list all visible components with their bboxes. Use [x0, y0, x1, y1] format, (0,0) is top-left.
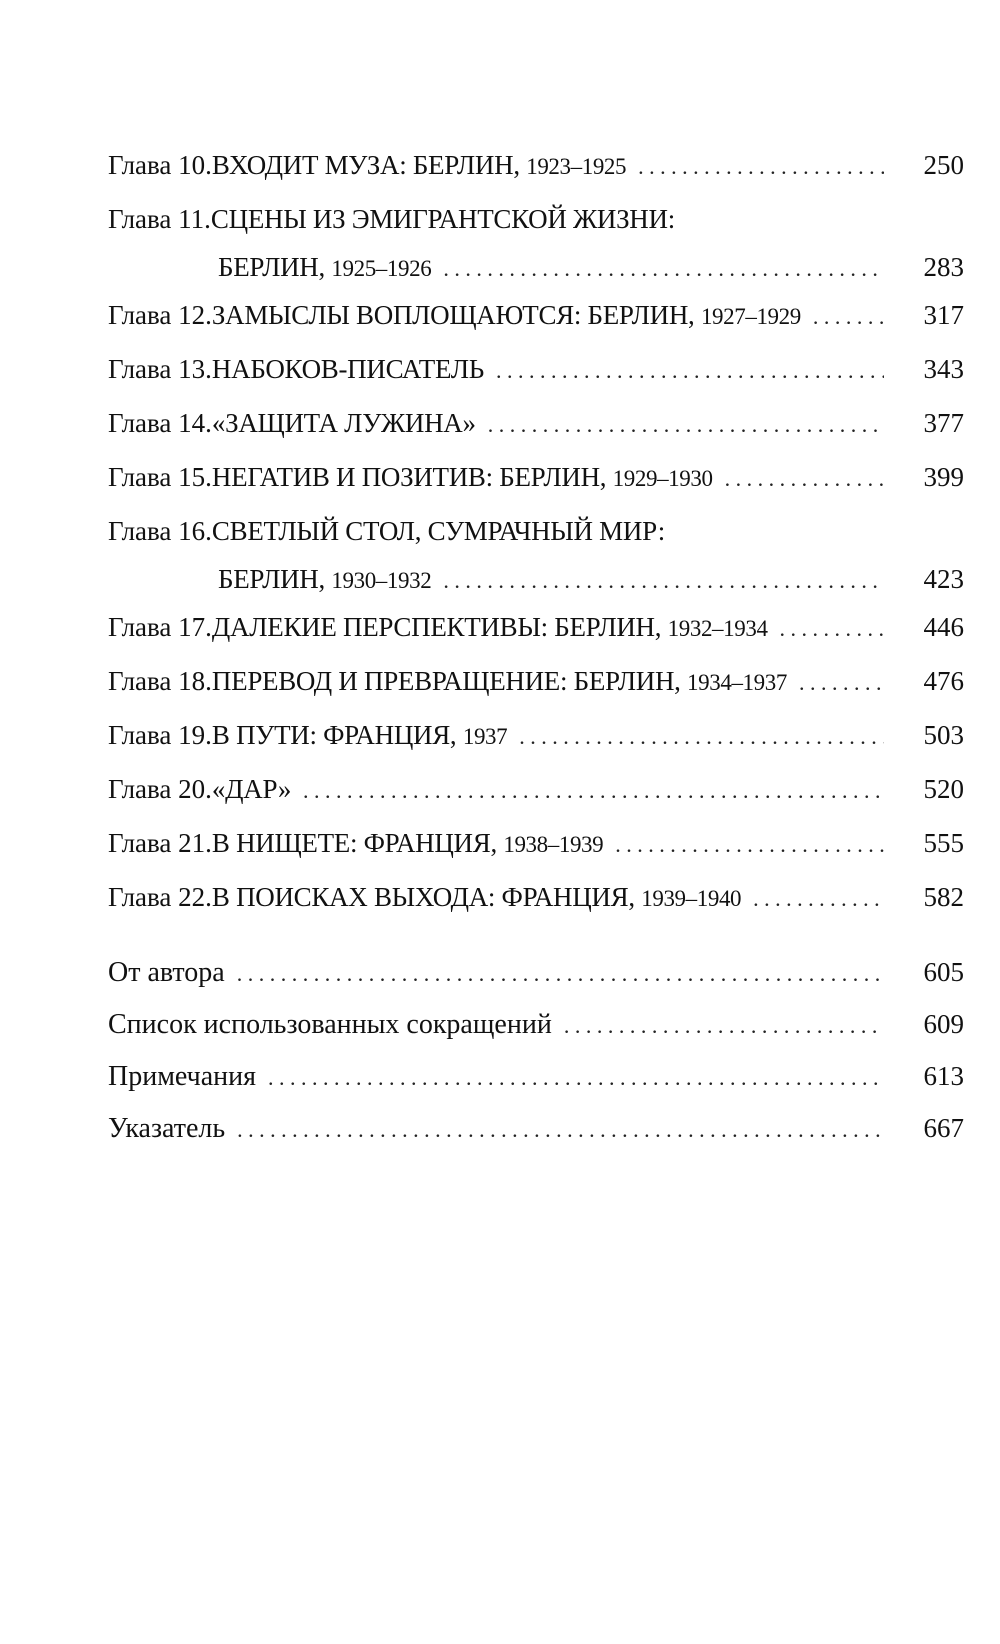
- dot-leader: [237, 1104, 884, 1158]
- back-matter: [108, 946, 964, 1154]
- toc-entry-index: [108, 1102, 964, 1154]
- table-of-contents: [108, 138, 964, 1154]
- toc-entry-abbreviations: [108, 998, 964, 1050]
- chapter-title: ДАЛЕКИЕ ПЕРСПЕКТИВЫ: БЕРЛИН, 1932–1934: [211, 612, 768, 642]
- toc-entry-chapter-11: [108, 192, 964, 288]
- chapter-title: СЦЕНЫ ИЗ ЭМИГРАНТСКОЙ ЖИЗНИ:: [210, 204, 675, 234]
- chapter-years: 1934–1937: [687, 670, 787, 695]
- entry-title: Указатель: [108, 1113, 226, 1144]
- page-number: 605: [923, 957, 964, 987]
- toc-entry-chapter-12: [108, 288, 964, 342]
- dot-leader: [638, 140, 884, 194]
- chapter-prefix: Глава 10.: [108, 150, 212, 180]
- dot-leader: [519, 710, 884, 764]
- toc-entry-chapter-10: [108, 138, 964, 192]
- page-number: 317: [923, 300, 964, 330]
- entry-title: Примечания: [108, 1061, 257, 1092]
- page-number: 283: [923, 252, 964, 282]
- chapter-years: 1927–1929: [700, 304, 801, 329]
- chapter-title: В ПУТИ: ФРАНЦИЯ, 1937: [211, 720, 508, 750]
- chapter-title: «ДАР»: [211, 774, 292, 804]
- dot-leader: [615, 818, 884, 872]
- page-number: 667: [923, 1113, 964, 1143]
- entry-title: Список использованных сокращений: [108, 1009, 552, 1040]
- page-number: 520: [923, 774, 964, 804]
- chapter-title: В ПОИСКАХ ВЫХОДА: ФРАНЦИЯ, 1939–1940: [211, 882, 742, 912]
- dot-leader: [813, 290, 884, 344]
- toc-entry-chapter-16: [108, 504, 964, 600]
- dot-leader: [303, 764, 884, 818]
- toc-entry-chapter-20: [108, 762, 964, 816]
- chapter-title: ЗАМЫСЛЫ ВОПЛОЩАЮТСЯ: БЕРЛИН, 1927–1929: [211, 300, 801, 330]
- chapter-years: 1932–1934: [667, 616, 768, 641]
- dot-leader: [725, 452, 884, 506]
- chapter-prefix: Глава 21.: [108, 828, 212, 858]
- dot-leader: [799, 656, 884, 710]
- toc-entry-author-note: [108, 946, 964, 998]
- chapter-prefix: Глава 13.: [108, 354, 212, 384]
- dot-leader: [780, 602, 884, 656]
- page-number: 446: [923, 612, 964, 642]
- chapter-prefix: Глава 19.: [108, 720, 212, 750]
- dot-leader: [488, 398, 884, 452]
- chapter-prefix: Глава 15.: [108, 462, 212, 492]
- toc-entry-chapter-15: [108, 450, 964, 504]
- page-number: 555: [923, 828, 964, 858]
- toc-entry-chapter-22: [108, 870, 964, 924]
- page-number: 250: [923, 150, 964, 180]
- chapter-prefix: Глава 14.: [108, 408, 212, 438]
- page-number: 503: [923, 720, 964, 750]
- chapter-prefix: Глава 22.: [108, 882, 212, 912]
- chapter-prefix: Глава 20.: [108, 774, 212, 804]
- page-number: 609: [923, 1009, 964, 1039]
- toc-entry-chapter-17: [108, 600, 964, 654]
- dot-leader: [268, 1052, 884, 1106]
- toc-entry-chapter-21: [108, 816, 964, 870]
- chapter-years: 1923–1925: [526, 154, 627, 179]
- chapter-title-continued: БЕРЛИН, 1925–1926: [218, 252, 432, 282]
- chapter-years: 1929–1930: [612, 466, 713, 491]
- toc-entry-chapter-19: [108, 708, 964, 762]
- dot-leader: [237, 948, 884, 1002]
- chapter-title: ПЕРЕВОД И ПРЕВРАЩЕНИЕ: БЕРЛИН, 1934–1937: [211, 666, 787, 696]
- toc-entry-chapter-14: [108, 396, 964, 450]
- chapter-title: НЕГАТИВ И ПОЗИТИВ: БЕРЛИН, 1929–1930: [211, 462, 713, 492]
- chapter-years: 1930–1932: [331, 568, 432, 593]
- chapter-title: «ЗАЩИТА ЛУЖИНА»: [211, 408, 476, 438]
- chapter-prefix: Глава 16.: [108, 516, 212, 546]
- chapter-title-continued: БЕРЛИН, 1930–1932: [218, 564, 432, 594]
- chapter-prefix: Глава 17.: [108, 612, 212, 642]
- toc-entry-notes: [108, 1050, 964, 1102]
- chapter-years: 1937: [462, 724, 508, 749]
- chapter-prefix: Глава 11.: [108, 204, 211, 234]
- toc-entry-chapter-18: [108, 654, 964, 708]
- page-number: 476: [923, 666, 964, 696]
- chapter-years: 1939–1940: [641, 886, 742, 911]
- dot-leader: [496, 344, 884, 398]
- dot-leader: [564, 1000, 884, 1054]
- dot-leader: [753, 872, 884, 926]
- page-number: 613: [923, 1061, 964, 1091]
- page-number: 343: [923, 354, 964, 384]
- page-number: 377: [923, 408, 964, 438]
- page-number: 582: [923, 882, 964, 912]
- chapter-title: ВХОДИТ МУЗА: БЕРЛИН, 1923–1925: [211, 150, 627, 180]
- entry-title: От автора: [108, 957, 225, 988]
- chapter-title: В НИЩЕТЕ: ФРАНЦИЯ, 1938–1939: [211, 828, 604, 858]
- page-number: 423: [923, 564, 964, 594]
- chapter-prefix: Глава 18.: [108, 666, 212, 696]
- chapter-years: 1938–1939: [503, 832, 604, 857]
- chapter-prefix: Глава 12.: [108, 300, 212, 330]
- page-number: 399: [923, 462, 964, 492]
- chapter-title: НАБОКОВ-ПИСАТЕЛЬ: [211, 354, 485, 384]
- chapter-title: СВЕТЛЫЙ СТОЛ, СУМРАЧНЫЙ МИР:: [211, 516, 666, 546]
- toc-entry-chapter-13: [108, 342, 964, 396]
- chapter-years: 1925–1926: [331, 256, 432, 281]
